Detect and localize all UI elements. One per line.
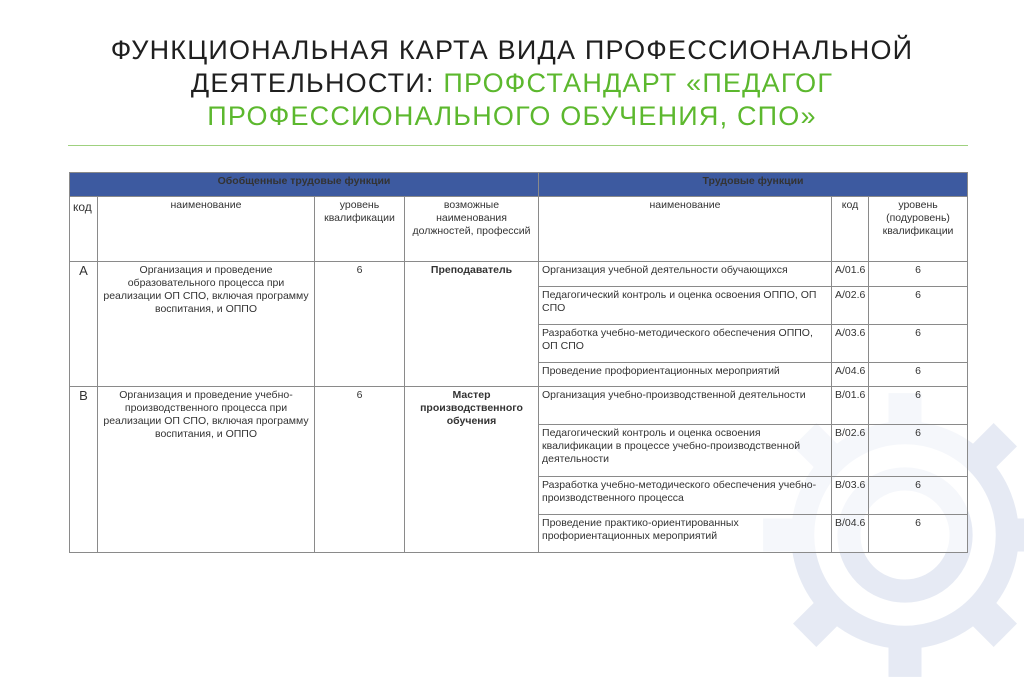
title-line-3: ПРОФЕССИОНАЛЬНОГО ОБУЧЕНИЯ, СПО» [207, 101, 817, 131]
function-code: A/03.6 [832, 325, 869, 363]
table-row [70, 387, 968, 425]
title-line-2-green: ПРОФСТАНДАРТ «ПЕДАГОГ [443, 68, 834, 98]
function-name: Проведение практико-ориентированных профориентационных мероприятий [539, 515, 832, 553]
function-level: 6 [869, 425, 968, 477]
table-column-header-row [70, 197, 968, 262]
title-line-2 [60, 67, 964, 100]
function-level: 6 [869, 515, 968, 553]
functional-map-table [69, 172, 968, 553]
function-code: B/03.6 [832, 477, 869, 515]
col-header-tf-name: наименование [539, 197, 832, 262]
group-header-labor: Трудовые функции [539, 173, 968, 197]
function-level: 6 [869, 262, 968, 287]
col-header-level: уровень квалификации [315, 197, 405, 262]
function-level: 6 [869, 477, 968, 515]
title-line-1: ФУНКЦИОНАЛЬНАЯ КАРТА ВИДА ПРОФЕССИОНАЛЬНОЙ [110, 35, 914, 65]
col-header-positions: возможные наименования должностей, профессий [405, 197, 539, 262]
function-level: 6 [869, 387, 968, 425]
function-code: A/01.6 [832, 262, 869, 287]
page-title [60, 34, 964, 133]
function-code: B/02.6 [832, 425, 869, 477]
function-level: 6 [869, 325, 968, 363]
function-name: Проведение профориентационных мероприятий [539, 363, 832, 387]
function-name: Педагогический контроль и оценка освоения квалификации в процессе учебно-производственной деятельности [539, 425, 832, 477]
title-divider [68, 145, 968, 146]
group-name: Организация и проведение учебно-производственного процесса при реализации ОП СПО, включая программу воспитания, и ОППО [98, 387, 315, 553]
group-code: B [70, 387, 98, 553]
group-level: 6 [315, 387, 405, 553]
group-position: Преподаватель [405, 262, 539, 387]
function-code: A/02.6 [832, 287, 869, 325]
function-level: 6 [869, 363, 968, 387]
group-code: A [70, 262, 98, 387]
group-name: Организация и проведение образовательного процесса при реализации ОП СПО, включая программу воспитания, и ОППО [98, 262, 315, 387]
function-name: Организация учебно-производственной деятельности [539, 387, 832, 425]
group-level: 6 [315, 262, 405, 387]
function-code: B/04.6 [832, 515, 869, 553]
function-name: Педагогический контроль и оценка освоения ОППО, ОП СПО [539, 287, 832, 325]
function-name: Организация учебной деятельности обучающихся [539, 262, 832, 287]
title-line-2-dark: ДЕЯТЕЛЬНОСТИ: [190, 68, 444, 98]
table-row [70, 262, 968, 287]
function-level: 6 [869, 287, 968, 325]
function-name: Разработка учебно-методического обеспечения ОППО, ОП СПО [539, 325, 832, 363]
col-header-code: код [70, 197, 98, 262]
function-code: A/04.6 [832, 363, 869, 387]
group-position: Мастер производственного обучения [405, 387, 539, 553]
function-name: Разработка учебно-методического обеспечения учебно-производственного процесса [539, 477, 832, 515]
table-group-header-row [70, 173, 968, 197]
group-header-generalized: Обобщенные трудовые функции [70, 173, 539, 197]
col-header-name: наименование [98, 197, 315, 262]
function-code: B/01.6 [832, 387, 869, 425]
col-header-tf-level: уровень (подуровень) квалификации [869, 197, 968, 262]
col-header-tf-code: код [832, 197, 869, 262]
